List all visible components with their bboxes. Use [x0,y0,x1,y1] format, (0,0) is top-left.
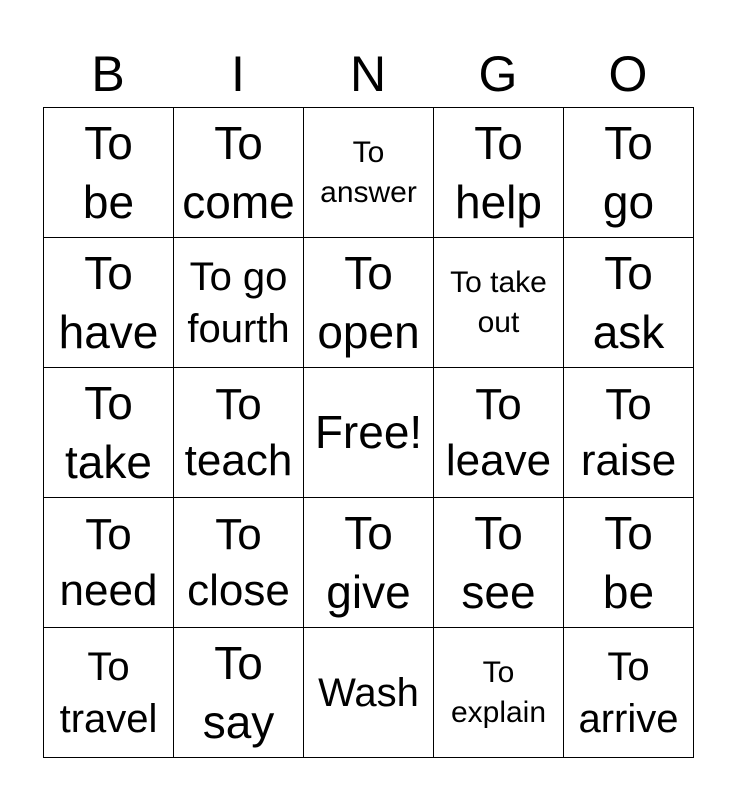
bingo-cell[interactable] [564,368,694,498]
bingo-cell[interactable] [304,628,434,758]
cell-text: To go fourth [187,254,290,351]
header-letter-b: B [91,46,125,102]
bingo-cell[interactable] [434,108,564,238]
bingo-cell[interactable] [44,628,174,758]
cell-text: To take [65,376,152,488]
bingo-cell[interactable] [434,238,564,368]
bingo-cell[interactable] [434,498,564,628]
bingo-cell[interactable] [304,108,434,238]
cell-text: To explain [450,655,547,729]
bingo-cell[interactable] [564,498,694,628]
bingo-cell[interactable] [174,628,304,758]
cell-text: To give [326,506,411,618]
bingo-cell[interactable] [44,108,174,238]
cell-text: To see [461,506,536,618]
bingo-cell[interactable] [174,108,304,238]
cell-text: To help [455,116,542,228]
cell-text: To raise [580,379,677,485]
bingo-cell[interactable] [174,238,304,368]
cell-text: To close [187,509,290,615]
bingo-header [43,42,693,106]
cell-text: To come [182,116,295,228]
cell-text: To travel [59,644,158,741]
header-letter-n: N [349,46,387,102]
header-letter-g: G [478,46,518,102]
bingo-cell[interactable] [564,238,694,368]
cell-text: To take out [450,265,547,339]
bingo-card [43,107,694,758]
bingo-cell[interactable] [564,108,694,238]
header-letter-i: I [231,46,245,102]
bingo-cell[interactable] [304,238,434,368]
bingo-cell[interactable] [44,498,174,628]
bingo-cell[interactable] [44,238,174,368]
cell-text: To arrive [578,644,679,741]
cell-text: Wash [318,670,419,715]
cell-text: To be [82,116,135,228]
free-space-cell[interactable] [304,368,434,498]
bingo-cell[interactable] [434,628,564,758]
cell-text: To have [58,246,159,358]
cell-text: To be [602,506,655,618]
bingo-cell[interactable] [564,628,694,758]
cell-text: To ask [592,246,665,358]
bingo-cell[interactable] [304,498,434,628]
bingo-cell[interactable] [44,368,174,498]
cell-text: To teach [184,379,293,485]
cell-text: To leave [445,379,552,485]
free-space-text: Free! [314,406,423,458]
header-letter-o: O [608,46,648,102]
cell-text: To need [59,509,158,615]
bingo-cell[interactable] [174,368,304,498]
cell-text: To open [317,246,420,358]
cell-text: To answer [320,135,417,209]
cell-text: To say [202,636,275,748]
cell-text: To go [602,116,655,228]
bingo-cell[interactable] [434,368,564,498]
bingo-cell[interactable] [174,498,304,628]
